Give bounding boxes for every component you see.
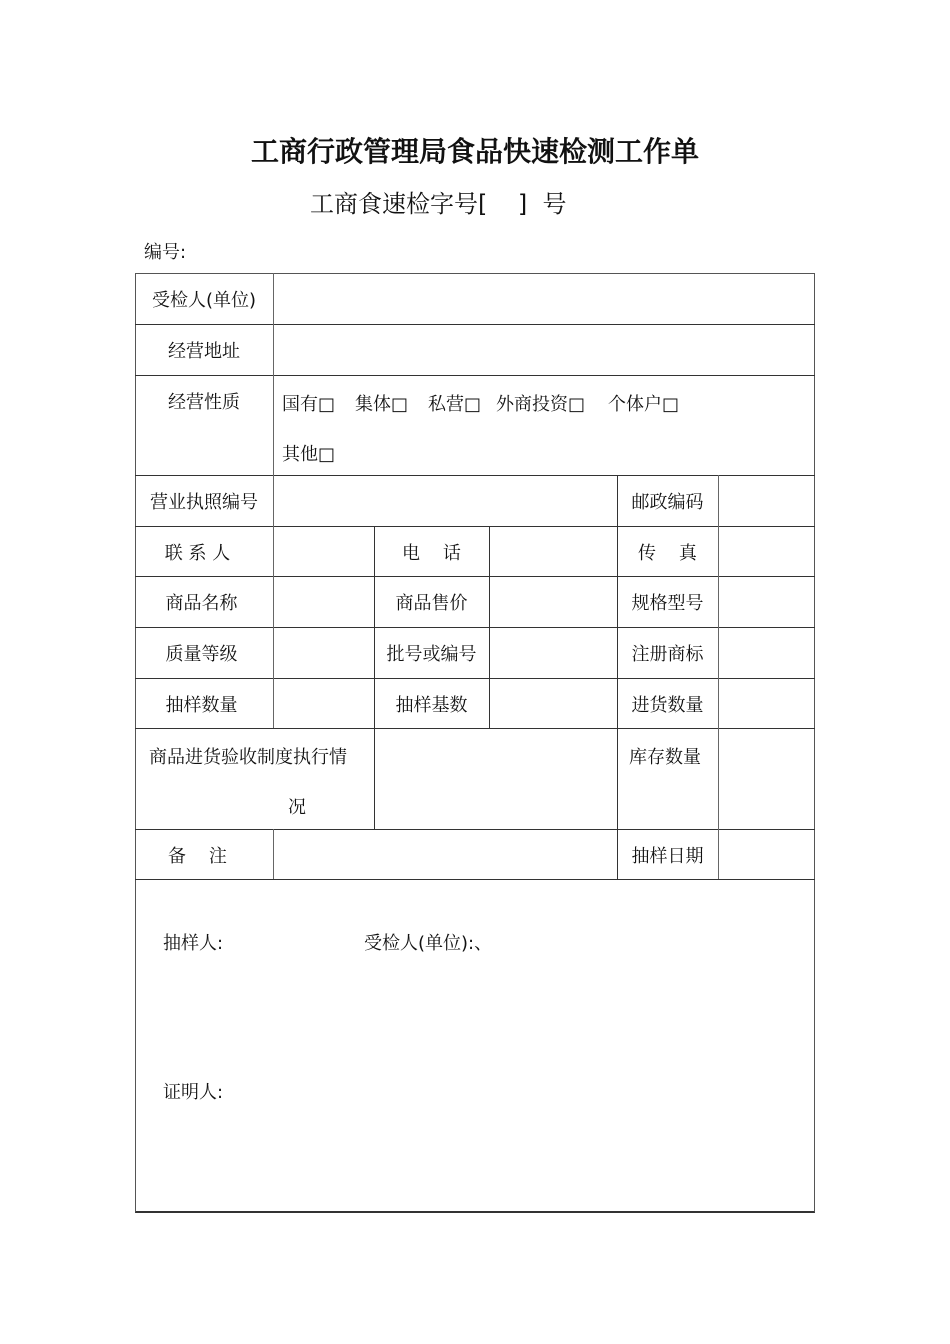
contact-field[interactable]	[274, 527, 374, 576]
product-name-label: 商品名称	[165, 592, 238, 614]
acceptance-system-label-cont: 况	[288, 797, 306, 818]
stock-quantity-field[interactable]	[719, 729, 814, 829]
business-address-field[interactable]	[274, 325, 814, 375]
spec-model-field[interactable]	[719, 577, 814, 627]
document-title: 工商行政管理局食品快速检测工作单	[250, 135, 699, 168]
sample-base-label: 抽样基数	[395, 694, 468, 716]
contact-label: 联 系 人	[164, 542, 231, 564]
nature-option-other[interactable]: 其他□	[282, 444, 336, 465]
inspected-party-signature-label: 受检人(单位):、	[364, 933, 493, 954]
phone-field[interactable]	[490, 527, 617, 576]
nature-option-private[interactable]: 私营□	[428, 394, 482, 415]
serial-number-label: 编号:	[144, 242, 187, 263]
inspected-party-field[interactable]	[274, 274, 814, 324]
acceptance-system-label: 商品进货验收制度执行情	[149, 747, 347, 768]
nature-option-individual[interactable]: 个体户□	[608, 394, 680, 415]
purchase-quantity-field[interactable]	[719, 679, 814, 728]
purchase-quantity-label: 进货数量	[631, 694, 704, 716]
nature-option-foreign[interactable]: 外商投资□	[496, 394, 586, 415]
postal-code-field[interactable]	[719, 476, 814, 526]
stock-quantity-label: 库存数量	[629, 747, 701, 768]
nature-option-state-owned[interactable]: 国有□	[282, 394, 336, 415]
fax-label: 传 真	[638, 542, 697, 564]
fax-field[interactable]	[719, 527, 814, 576]
witness-signature-label: 证明人:	[163, 1082, 224, 1103]
sample-base-field[interactable]	[490, 679, 617, 728]
sample-date-label: 抽样日期	[631, 845, 704, 867]
phone-label: 电 话	[402, 542, 461, 564]
remarks-label: 备 注	[168, 845, 227, 867]
inspected-party-label: 受检人(单位)	[151, 289, 257, 311]
product-price-label: 商品售价	[395, 592, 468, 614]
postal-code-label: 邮政编码	[631, 491, 704, 513]
batch-number-label: 批号或编号	[386, 643, 477, 665]
license-number-field[interactable]	[274, 476, 617, 526]
quality-grade-field[interactable]	[274, 628, 374, 678]
sampler-signature-label: 抽样人:	[163, 933, 224, 954]
license-number-label: 营业执照编号	[150, 491, 258, 513]
trademark-label: 注册商标	[631, 643, 704, 665]
quality-grade-label: 质量等级	[165, 643, 238, 665]
business-nature-label: 经营性质	[168, 391, 240, 413]
spec-model-label: 规格型号	[631, 592, 704, 614]
remarks-field[interactable]	[274, 830, 617, 879]
batch-number-field[interactable]	[490, 628, 617, 678]
product-price-field[interactable]	[490, 577, 617, 627]
nature-option-collective[interactable]: 集体□	[355, 394, 409, 415]
trademark-field[interactable]	[719, 628, 814, 678]
acceptance-system-field[interactable]	[375, 729, 617, 829]
document-subtitle: 工商食速检字号[ ] 号	[310, 190, 567, 218]
sample-quantity-label: 抽样数量	[165, 694, 238, 716]
sample-quantity-field[interactable]	[274, 679, 374, 728]
sample-date-field[interactable]	[719, 830, 814, 879]
product-name-field[interactable]	[274, 577, 374, 627]
business-address-label: 经营地址	[168, 340, 240, 362]
